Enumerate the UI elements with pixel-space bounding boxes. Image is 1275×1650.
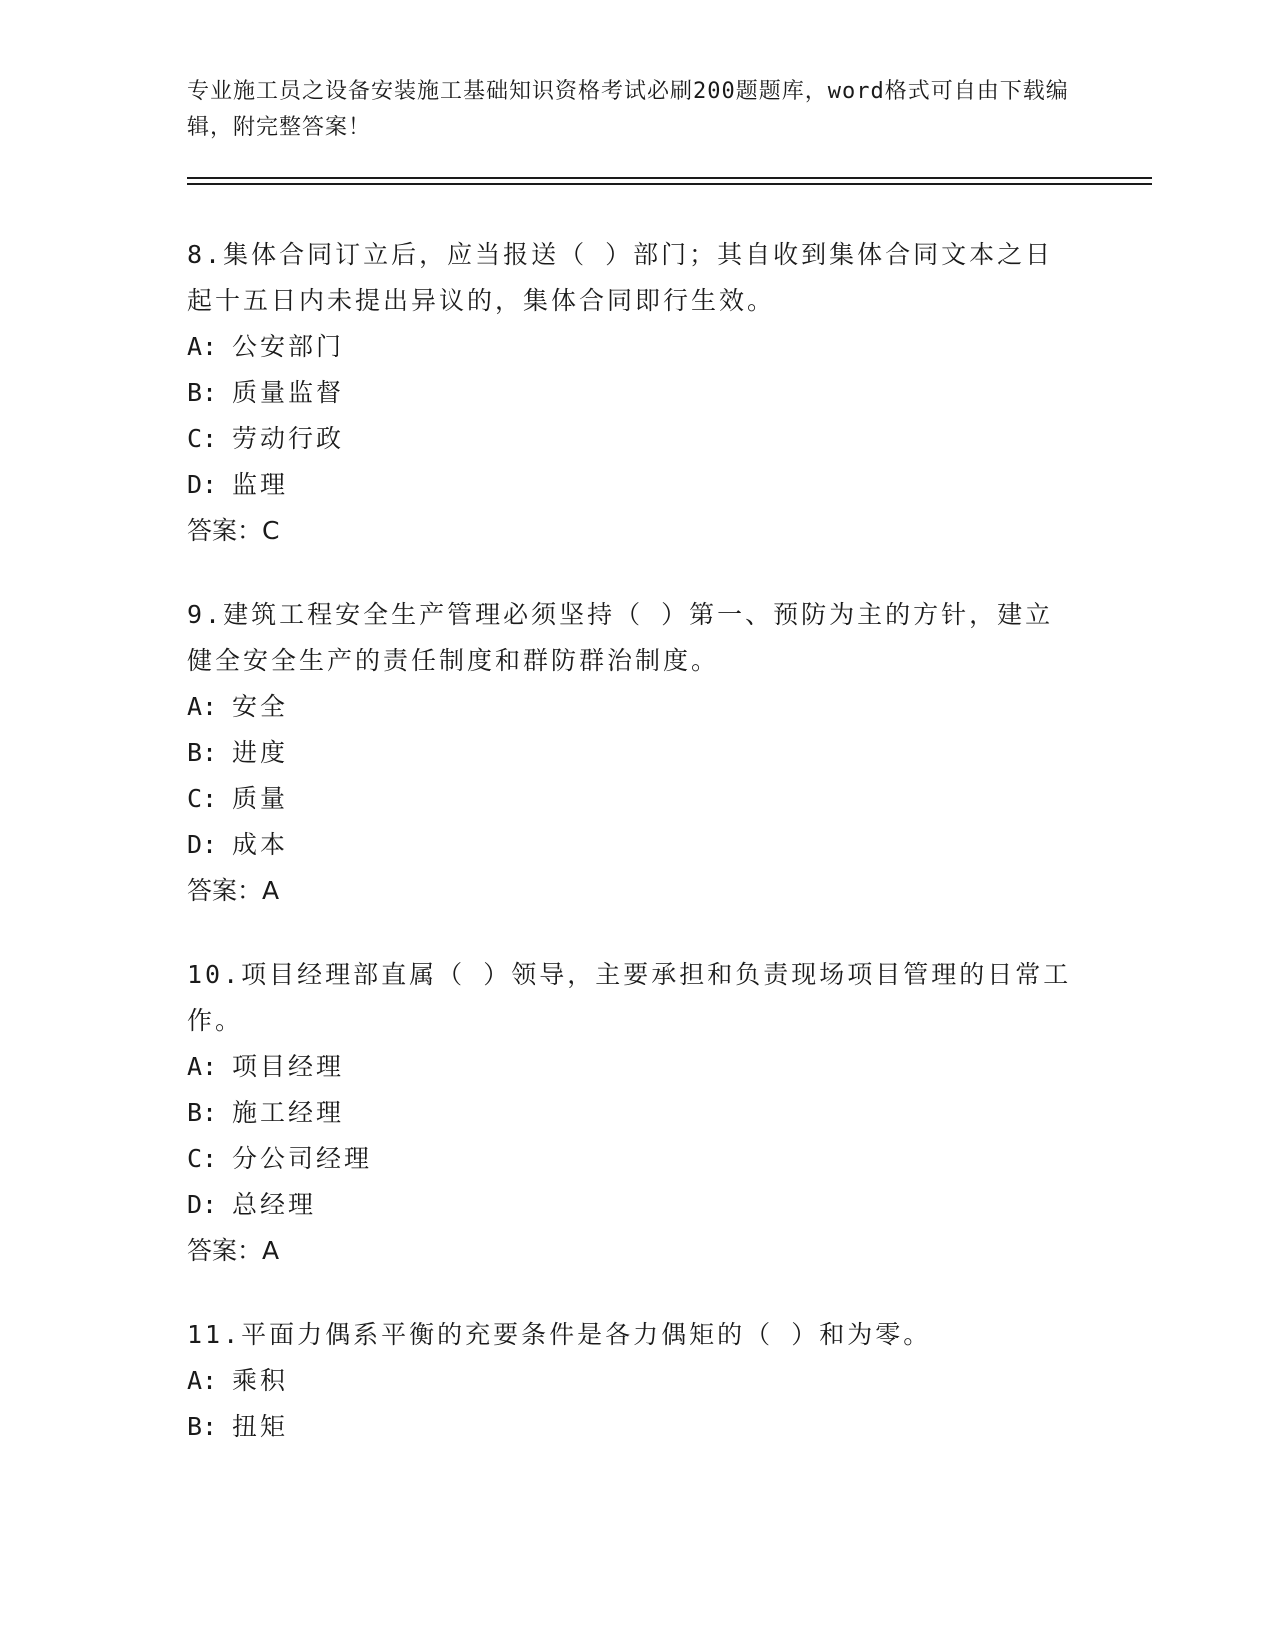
question-block (187, 1312, 1077, 1450)
option-key: D: (187, 830, 218, 859)
question-list (187, 232, 1077, 1488)
header-divider-bottom (187, 183, 1152, 185)
answer-line: 答案：A (187, 876, 280, 905)
question-stem: 10.项目经理部直属（ ）领导，主要承担和负责现场项目管理的日常工作。 (187, 960, 1072, 1035)
option-text: 分公司经理 (232, 1144, 373, 1173)
option-key: B: (187, 378, 218, 407)
option-key: A: (187, 332, 218, 361)
option-key: A: (187, 692, 218, 721)
option-key: D: (187, 1190, 218, 1219)
question-block (187, 232, 1077, 554)
option-text: 安全 (232, 692, 289, 721)
option-text: 扭矩 (232, 1412, 289, 1441)
option-key: B: (187, 738, 218, 767)
option-key: B: (187, 1098, 218, 1127)
option-c (187, 416, 1077, 462)
header-divider-top (187, 177, 1152, 179)
option-text: 总经理 (232, 1190, 317, 1219)
option-a (187, 684, 1077, 730)
option-a (187, 1044, 1077, 1090)
option-key: A: (187, 1366, 218, 1395)
option-b (187, 1090, 1077, 1136)
option-d (187, 462, 1077, 508)
option-text: 施工经理 (232, 1098, 345, 1127)
option-text: 监理 (232, 470, 289, 499)
option-key: C: (187, 424, 218, 453)
option-text: 质量 (232, 784, 289, 813)
option-text: 劳动行政 (232, 424, 345, 453)
option-c (187, 1136, 1077, 1182)
question-stem: 8.集体合同订立后，应当报送（ ）部门；其自收到集体合同文本之日起十五日内未提出异议的，集体合同即行生效。 (187, 240, 1054, 315)
question-block (187, 592, 1077, 914)
answer-line: 答案：C (187, 516, 280, 545)
option-d (187, 822, 1077, 868)
option-d (187, 1182, 1077, 1228)
question-block (187, 952, 1077, 1274)
option-text: 项目经理 (232, 1052, 345, 1081)
option-c (187, 776, 1077, 822)
option-key: C: (187, 784, 218, 813)
option-key: B: (187, 1412, 218, 1441)
option-text: 乘积 (232, 1366, 289, 1395)
question-stem: 11.平面力偶系平衡的充要条件是各力偶矩的（ ）和为零。 (187, 1320, 932, 1349)
option-text: 公安部门 (232, 332, 345, 361)
option-b (187, 730, 1077, 776)
option-key: C: (187, 1144, 218, 1173)
option-a (187, 324, 1077, 370)
option-text: 质量监督 (232, 378, 345, 407)
answer-line: 答案：A (187, 1236, 280, 1265)
option-key: D: (187, 470, 218, 499)
question-stem: 9.建筑工程安全生产管理必须坚持（ ）第一、预防为主的方针，建立健全安全生产的责任制度和群防群治制度。 (187, 600, 1054, 675)
document-header: 专业施工员之设备安装施工基础知识资格考试必刷200题题库，word格式可自由下载编辑，附完整答案！ (187, 79, 1069, 140)
option-key: A: (187, 1052, 218, 1081)
option-text: 成本 (232, 830, 289, 859)
option-b (187, 1404, 1077, 1450)
option-b (187, 370, 1077, 416)
option-text: 进度 (232, 738, 289, 767)
option-a (187, 1358, 1077, 1404)
